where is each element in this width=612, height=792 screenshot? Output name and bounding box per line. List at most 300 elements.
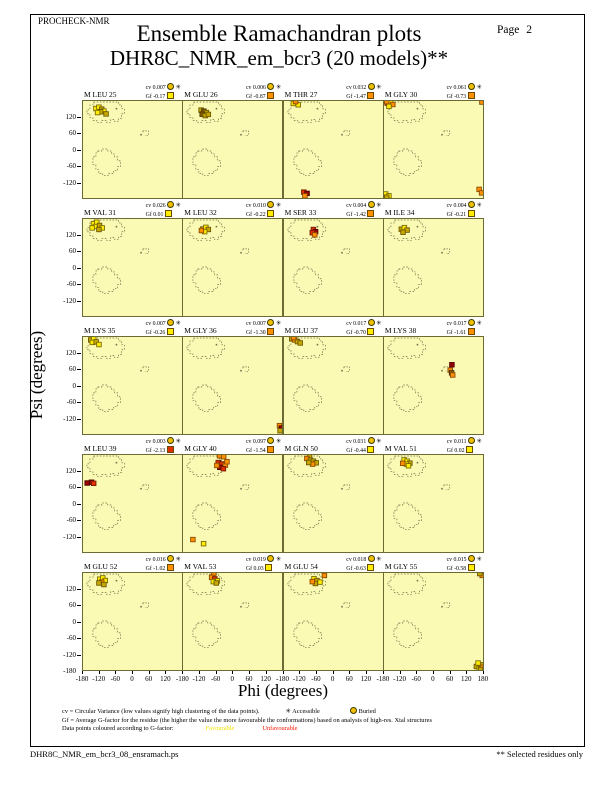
gf-colour-swatch xyxy=(265,564,272,571)
alpha-region-contour xyxy=(394,503,422,529)
subplot-m-val-31 xyxy=(82,201,183,318)
alpha-region-contour xyxy=(293,503,321,529)
subplot-m-glu-52 xyxy=(82,555,183,672)
subplot-stats xyxy=(246,201,281,219)
y-tick-mark xyxy=(77,386,81,387)
alpha-l-marker xyxy=(243,485,248,489)
cv-value: cv 0.004 ✳ xyxy=(446,202,482,209)
x-tick-mark xyxy=(182,671,183,674)
buried-icon xyxy=(267,201,274,208)
data-point xyxy=(477,572,482,576)
ramachandran-plot xyxy=(383,336,484,435)
x-tick-label: 180 xyxy=(477,675,489,683)
ramachandran-plot xyxy=(82,572,183,671)
cv-value: cv 0.032 ✳ xyxy=(346,84,382,91)
buried-icon xyxy=(267,319,274,326)
y-tick-label: 120 xyxy=(65,230,76,239)
data-point xyxy=(312,233,317,238)
y-tick-label: -60 xyxy=(66,516,76,524)
x-tick-mark xyxy=(433,671,434,674)
cv-value: cv 0.007 ✳ xyxy=(145,84,181,91)
contour-dot xyxy=(441,606,443,608)
data-point xyxy=(215,463,220,468)
subplot-stats xyxy=(447,319,482,337)
x-tick-mark xyxy=(283,671,284,674)
ramachandran-plot xyxy=(283,572,384,671)
subplot-m-lys-38 xyxy=(383,319,484,436)
data-point xyxy=(406,464,411,469)
y-tick-mark xyxy=(77,235,81,236)
y-tick-label: 120 xyxy=(65,112,76,121)
cv-value: cv 0.007 ✳ xyxy=(145,320,181,327)
x-axis-label: Phi (degrees) xyxy=(237,681,329,700)
legend-buried xyxy=(350,708,376,715)
subplot-m-gly-40 xyxy=(182,437,283,554)
data-point xyxy=(450,362,455,367)
gf-value: Gf -0.70 xyxy=(346,328,381,337)
residue-label: M VAL 51 xyxy=(384,444,417,453)
y-tick-label: -60 xyxy=(66,398,76,406)
y-tick-mark xyxy=(77,504,81,505)
alpha-region-contour xyxy=(93,267,121,293)
ramachandran-plot xyxy=(383,100,484,199)
ramachandran-plot xyxy=(82,336,183,435)
cv-value: cv 0.011 ✳ xyxy=(446,438,482,445)
accessible-label: Accessible xyxy=(292,708,320,715)
contour-dot xyxy=(140,370,142,372)
y-tick-label: 0 xyxy=(72,263,76,272)
accessible-icon: ✳ xyxy=(175,556,181,563)
alpha-region-contour xyxy=(394,385,422,411)
data-point xyxy=(214,581,219,586)
contour-dot xyxy=(241,488,243,490)
contour-dot xyxy=(241,134,243,136)
cv-value: cv 0.031 ✳ xyxy=(346,438,382,445)
subplot-stats xyxy=(447,437,482,455)
residue-label: M GLY 36 xyxy=(184,326,217,335)
data-point xyxy=(225,460,230,465)
subplot-header xyxy=(383,201,484,218)
gf-colour-swatch xyxy=(267,446,274,453)
accessible-icon: ✳ xyxy=(175,438,181,445)
x-tick-label: -180 xyxy=(175,675,189,683)
accessible-icon: ✳ xyxy=(175,84,181,91)
subplot-stats xyxy=(346,83,381,101)
alpha-l-marker xyxy=(444,131,449,135)
subplot-m-glu-54 xyxy=(283,555,384,672)
contour-dot xyxy=(116,226,118,228)
buried-icon xyxy=(368,83,375,90)
alpha-l-marker xyxy=(343,603,348,607)
y-tick-label: 60 xyxy=(69,129,76,137)
accessible-icon: ✳ xyxy=(275,320,282,327)
subplot-header xyxy=(383,83,484,100)
alpha-region-contour xyxy=(93,385,121,411)
ramachandran-plot xyxy=(283,100,384,199)
x-tick-mark xyxy=(366,671,367,674)
subplot-m-ile-34 xyxy=(383,201,484,318)
residue-label: M SER 33 xyxy=(284,208,317,217)
subplot-m-glu-37 xyxy=(283,319,384,436)
residue-label: M VAL 53 xyxy=(184,562,217,571)
accessible-icon: ✳ xyxy=(476,202,482,209)
contour-dot xyxy=(140,606,142,608)
subplot-header xyxy=(283,319,384,336)
residue-label: M GLY 30 xyxy=(384,90,418,99)
x-tick-mark xyxy=(466,671,467,674)
filename: DHR8C_NMR_em_bcr3_08_ensramach.ps xyxy=(30,749,179,759)
alpha-l-marker xyxy=(444,249,449,253)
gf-colour-swatch xyxy=(167,446,174,453)
alpha-l-marker xyxy=(143,485,148,489)
subplot-header xyxy=(182,319,283,336)
contour-dot xyxy=(341,606,343,608)
x-tick-mark xyxy=(349,671,350,674)
subplot-stats xyxy=(346,201,381,219)
alpha-region-contour xyxy=(193,503,221,529)
y-tick-label: -60 xyxy=(66,634,76,642)
subplot-stats xyxy=(346,319,381,337)
x-tick-label: -180 xyxy=(376,675,390,683)
cv-value: cv 0.097 ✳ xyxy=(245,438,282,445)
x-tick-label: 0 xyxy=(330,675,335,683)
y-tick-mark xyxy=(77,402,81,403)
y-tick-mark xyxy=(77,183,81,184)
accessible-icon: ✳ xyxy=(376,202,382,209)
x-tick-label: 60 xyxy=(345,675,353,683)
gf-colour-swatch xyxy=(367,210,374,217)
contour-dot xyxy=(341,134,343,136)
gf-colour-swatch xyxy=(466,446,473,453)
y-tick-label: 60 xyxy=(69,247,76,255)
gf-value: Gf -0.21 xyxy=(447,210,482,219)
page-number: Page 2 xyxy=(497,24,532,36)
subplot-stats xyxy=(447,555,482,573)
y-tick-mark xyxy=(77,537,81,538)
y-tick-label: 60 xyxy=(69,601,76,609)
alpha-region-contour xyxy=(193,385,221,411)
alpha-l-marker xyxy=(243,603,248,607)
gf-colour-swatch xyxy=(367,328,374,335)
subplot-m-gly-36 xyxy=(182,319,283,436)
gf-value: Gf -0.73 xyxy=(447,92,482,101)
contour-dot xyxy=(116,462,118,464)
y-tick-mark xyxy=(77,150,81,151)
data-point xyxy=(221,466,226,471)
data-point xyxy=(317,580,322,585)
buried-icon xyxy=(468,319,475,326)
contour-dot xyxy=(441,134,443,136)
y-axis-label: Psi (degrees) xyxy=(27,330,46,420)
cv-value: cv 0.017 ✳ xyxy=(446,320,482,327)
alpha-region-contour xyxy=(394,149,422,175)
alpha-region-contour xyxy=(93,503,121,529)
subplot-header xyxy=(383,319,484,336)
contour-dot xyxy=(140,252,142,254)
data-point xyxy=(206,112,211,117)
cv-value: cv 0.017 ✳ xyxy=(346,320,382,327)
accessible-icon: ✳ xyxy=(476,320,482,327)
data-point xyxy=(291,336,296,340)
y-tick-label: -180 xyxy=(63,667,76,675)
x-tick-mark xyxy=(316,671,317,674)
contour-dot xyxy=(116,580,118,582)
data-point xyxy=(104,112,109,117)
data-point xyxy=(199,228,204,233)
gf-value: Gf -0.58 xyxy=(447,564,482,573)
gf-colour-swatch xyxy=(367,446,374,453)
accessible-icon: ✳ xyxy=(275,556,282,563)
data-point xyxy=(97,227,102,232)
contour-dot xyxy=(241,370,243,372)
cv-value: cv 0.006 ✳ xyxy=(245,84,282,91)
contour-dot xyxy=(417,580,419,582)
page-subtitle: DHR8C_NMR_em_bcr3 (20 models)** xyxy=(109,46,449,70)
ramachandran-plot xyxy=(383,454,484,553)
ramachandran-plot xyxy=(182,572,283,671)
data-point xyxy=(202,541,207,546)
contour-dot xyxy=(216,108,218,110)
data-point xyxy=(306,460,311,465)
contour-dot xyxy=(241,252,243,254)
data-point xyxy=(222,454,227,459)
y-tick-label: 60 xyxy=(69,483,76,491)
accessible-icon: ✳ xyxy=(275,84,282,91)
subplot-header xyxy=(283,555,384,572)
subplot-m-leu-25 xyxy=(82,83,183,200)
y-tick-label: 120 xyxy=(65,348,76,357)
gf-value: Gf 0.03 xyxy=(246,564,281,573)
beta-region-contour xyxy=(187,338,225,359)
data-point xyxy=(102,582,107,587)
subplot-header xyxy=(82,83,183,100)
data-point xyxy=(298,341,303,346)
x-tick-mark xyxy=(333,671,334,674)
x-tick-mark xyxy=(416,671,417,674)
alpha-l-marker xyxy=(444,485,449,489)
x-tick-mark xyxy=(165,671,166,674)
selected-residues-note: ** Selected residues only xyxy=(496,749,583,759)
gf-value: Gf -1.02 xyxy=(146,564,181,573)
data-point xyxy=(293,100,298,104)
y-tick-label: -120 xyxy=(63,296,76,305)
contour-dot xyxy=(116,344,118,346)
y-tick-mark xyxy=(77,133,81,134)
y-tick-mark xyxy=(77,655,81,656)
subplot-stats xyxy=(146,83,181,101)
x-tick-label: -120 xyxy=(92,675,106,683)
gf-value: Gf -1.47 xyxy=(346,92,381,101)
cv-value: cv 0.061 ✳ xyxy=(446,84,482,91)
x-tick-mark xyxy=(149,671,150,674)
y-tick-label: -120 xyxy=(63,532,76,541)
gf-colour-swatch xyxy=(267,92,274,99)
x-tick-label: 60 xyxy=(245,675,253,683)
x-tick-mark xyxy=(483,671,484,674)
buried-icon xyxy=(167,437,174,444)
y-tick-mark xyxy=(77,520,81,521)
buried-icon xyxy=(368,201,375,208)
x-tick-label: -60 xyxy=(210,675,221,683)
gf-colour-swatch xyxy=(267,210,274,217)
legend-accessible xyxy=(285,708,319,715)
data-point xyxy=(450,373,455,378)
x-tick-label: 120 xyxy=(260,675,271,683)
gf-colour-swatch xyxy=(165,210,172,217)
residue-label: M VAL 31 xyxy=(84,208,116,217)
y-tick-mark xyxy=(77,369,81,370)
gf-colour-swatch xyxy=(167,564,174,571)
data-point xyxy=(480,100,484,104)
buried-icon xyxy=(468,437,475,444)
buried-icon xyxy=(167,201,174,208)
subplot-stats xyxy=(146,319,181,337)
y-tick-mark xyxy=(77,419,81,420)
subplot-m-gly-30 xyxy=(383,83,484,200)
gf-value: Gf -1.61 xyxy=(447,328,482,337)
subplot-stats xyxy=(146,201,181,219)
x-tick-mark xyxy=(115,671,116,674)
contour-dot xyxy=(216,226,218,228)
legend-gf-text: Gf = Average G-factor for the residue (the higher the value the more favourable the conformations) based on analysis of high-res. Xtal structures xyxy=(62,716,432,724)
cv-value: cv 0.004 ✳ xyxy=(346,202,382,209)
beta-region-contour xyxy=(388,338,426,359)
y-tick-mark xyxy=(77,589,81,590)
y-tick-mark xyxy=(77,605,81,606)
subplot-stats xyxy=(146,437,181,455)
x-tick-mark xyxy=(232,671,233,674)
ramachandran-plot xyxy=(182,218,283,317)
gf-value: Gf -1.54 xyxy=(246,446,281,455)
x-tick-label: 120 xyxy=(360,675,372,683)
subplot-stats xyxy=(447,201,482,219)
subplot-stats xyxy=(246,83,281,101)
accessible-icon: ✳ xyxy=(476,438,482,445)
residue-label: M GLU 54 xyxy=(284,562,318,571)
data-point xyxy=(479,191,484,196)
gf-value: Gf -0.26 xyxy=(146,328,181,337)
subplot-m-ser-33 xyxy=(283,201,384,318)
y-tick-mark xyxy=(77,638,81,639)
gf-colour-swatch xyxy=(468,564,475,571)
subplot-stats xyxy=(346,555,381,573)
cv-value: cv 0.010 ✳ xyxy=(245,202,282,209)
data-point xyxy=(90,226,95,231)
alpha-region-contour xyxy=(193,267,221,293)
gf-colour-swatch xyxy=(468,92,475,99)
buried-icon xyxy=(267,437,274,444)
contour-dot xyxy=(441,370,443,372)
residue-label: M GLY 40 xyxy=(184,444,217,453)
y-tick-label: 120 xyxy=(65,466,76,475)
app-name: PROCHECK-NMR xyxy=(38,16,110,26)
alpha-region-contour xyxy=(93,149,121,175)
y-tick-label: 120 xyxy=(65,584,76,593)
y-tick-label: -120 xyxy=(63,650,76,659)
residue-label: M THR 27 xyxy=(284,90,318,99)
ramachandran-plot xyxy=(182,454,283,553)
plot-grid xyxy=(63,83,489,723)
data-point xyxy=(95,110,100,115)
alpha-region-contour xyxy=(293,385,321,411)
data-point xyxy=(85,481,90,486)
accessible-icon: ✳ xyxy=(476,84,482,91)
buried-icon xyxy=(267,83,274,90)
data-point xyxy=(401,230,406,235)
x-tick-label: -60 xyxy=(110,675,120,683)
residue-label: M GLU 26 xyxy=(184,90,218,99)
x-tick-label: 0 xyxy=(230,675,235,683)
contour-dot xyxy=(140,488,142,490)
x-tick-mark xyxy=(299,671,300,674)
alpha-l-marker xyxy=(143,367,148,371)
accessible-icon: ✳ xyxy=(376,320,382,327)
subplot-m-val-51 xyxy=(383,437,484,554)
ramachandran-plot xyxy=(383,218,484,317)
legend-cv-text: cv = Circular Variance (low values signify high clustering of the data points). xyxy=(62,708,260,715)
accessible-icon: ✳ xyxy=(275,438,282,445)
contour-dot xyxy=(417,108,419,110)
subplot-stats xyxy=(246,319,281,337)
gf-value: Gf -1.42 xyxy=(346,210,381,219)
x-tick-mark xyxy=(249,671,250,674)
legend-colour-row xyxy=(62,725,552,734)
data-point xyxy=(384,100,389,104)
contour-dot xyxy=(341,488,343,490)
contour-dot xyxy=(417,226,419,228)
cv-value: cv 0.015 ✳ xyxy=(446,556,482,563)
ramachandran-plot xyxy=(82,454,183,553)
subplot-m-gly-55 xyxy=(383,555,484,672)
x-tick-label: 60 xyxy=(145,675,153,683)
ramachandran-plot xyxy=(283,454,384,553)
gf-value: Gf -0.87 xyxy=(246,92,281,101)
x-tick-label: -120 xyxy=(393,675,406,683)
x-tick-mark xyxy=(400,671,401,674)
beta-region-contour xyxy=(87,456,125,477)
residue-label: M LEU 39 xyxy=(84,444,117,453)
alpha-region-contour xyxy=(293,149,321,175)
y-tick-label: 0 xyxy=(72,381,76,390)
y-tick-label: 60 xyxy=(69,365,76,373)
data-point xyxy=(400,461,405,466)
subplot-stats xyxy=(246,555,281,573)
residue-label: M GLU 52 xyxy=(84,562,118,571)
gf-value: Gf 0.02 xyxy=(447,446,482,455)
residue-label: M LEU 32 xyxy=(184,208,217,217)
cv-value: cv 0.019 ✳ xyxy=(245,556,282,563)
y-tick-label: -120 xyxy=(63,178,76,187)
x-tick-mark xyxy=(199,671,200,674)
residue-label: M GLY 55 xyxy=(384,562,418,571)
alpha-region-contour xyxy=(193,149,221,175)
residue-label: M GLU 37 xyxy=(284,326,318,335)
y-tick-label: 0 xyxy=(72,499,76,508)
buried-label: Buried xyxy=(358,708,376,715)
gf-colour-swatch xyxy=(468,328,475,335)
x-tick-label: -120 xyxy=(192,675,206,683)
subplot-m-lys-35 xyxy=(82,319,183,436)
y-tick-label: 0 xyxy=(72,145,76,154)
subplot-header xyxy=(182,83,283,100)
ramachandran-plot xyxy=(283,336,384,435)
x-tick-label: 60 xyxy=(446,675,454,683)
subplot-m-leu-39 xyxy=(82,437,183,554)
gf-value: Gf -0.17 xyxy=(146,92,181,101)
gf-value: Gf -0.22 xyxy=(246,210,281,219)
buried-icon xyxy=(468,555,475,562)
y-tick-label: 0 xyxy=(72,617,76,626)
